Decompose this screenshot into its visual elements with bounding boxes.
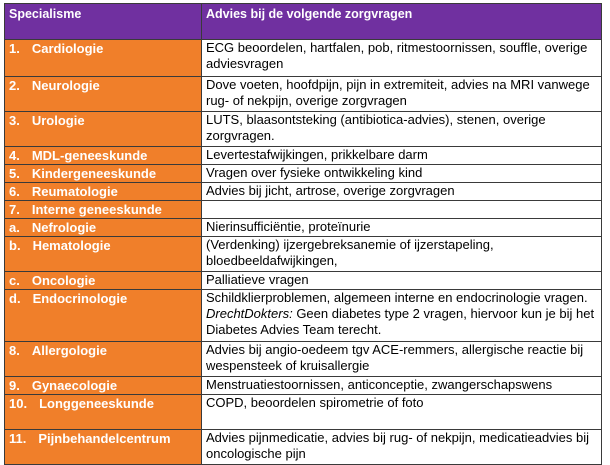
table-row — [5, 147, 602, 165]
table-row — [5, 395, 602, 430]
table-header-row — [5, 4, 602, 40]
specialism-cell: 8. Allergologie — [5, 342, 202, 377]
advice-cell: Menstruatiestoornissen, anticonceptie, zwangerschapswens — [202, 377, 602, 395]
advice-cell: Vragen over fysieke ontwikkeling kind — [202, 165, 602, 183]
advice-cell — [202, 201, 602, 219]
table-row — [5, 165, 602, 183]
advice-cell: Schildklierproblemen, algemeen interne en endocrinologie vragen. DrechtDokters: Geen diabetes type 2 vragen, hiervoor kun je bij het Diabetes Advies Team terecht. — [202, 290, 602, 342]
specialism-cell: b. Hematologie — [5, 237, 202, 272]
advice-cell: Dove voeten, hoofdpijn, pijn in extremiteit, advies na MRI vanwege rug- of nekpijn, overige zorgvragen — [202, 77, 602, 112]
table-row — [5, 430, 602, 465]
table-row — [5, 272, 602, 290]
advice-cell: (Verdenking) ijzergebreksanemie of ijzerstapeling, bloedbeeldafwijkingen, — [202, 237, 602, 272]
drechtdokters-label: DrechtDokters: — [206, 306, 293, 321]
specialism-cell: 6. Reumatologie — [5, 183, 202, 201]
advice-cell: Advies pijnmedicatie, advies bij rug- of nekpijn, medicatieadvies bij oncologische pijn — [202, 430, 602, 465]
advice-cell: Levertestafwijkingen, prikkelbare darm — [202, 147, 602, 165]
specialism-cell: 3. Urologie — [5, 112, 202, 147]
header-specialism: Specialisme — [5, 4, 202, 40]
advice-cell: ECG beoordelen, hartfalen, pob, ritmestoornissen, souffle, overige adviesvragen — [202, 40, 602, 77]
specialism-cell: 10. Longgeneeskunde — [5, 395, 202, 430]
specialism-cell: a. Nefrologie — [5, 219, 202, 237]
specialism-cell: 9. Gynaecologie — [5, 377, 202, 395]
specialism-cell: c. Oncologie — [5, 272, 202, 290]
table-row — [5, 377, 602, 395]
table-row — [5, 112, 602, 147]
table-row — [5, 342, 602, 377]
header-advice: Advies bij de volgende zorgvragen — [202, 4, 602, 40]
advice-cell: COPD, beoordelen spirometrie of foto — [202, 395, 602, 430]
advice-cell: LUTS, blaasontsteking (antibiotica-advies), stenen, overige zorgvragen. — [202, 112, 602, 147]
table-row — [5, 237, 602, 272]
table-row — [5, 40, 602, 77]
table-row — [5, 201, 602, 219]
advice-cell: Advies bij angio-oedeem tgv ACE-remmers, allergische reactie bij wespensteek of kruisallergie — [202, 342, 602, 377]
advice-cell: Palliatieve vragen — [202, 272, 602, 290]
specialism-cell: 1. Cardiologie — [5, 40, 202, 77]
table-row — [5, 77, 602, 112]
specialism-cell: 11. Pijnbehandelcentrum — [5, 430, 202, 465]
specialism-cell: 5. Kindergeneeskunde — [5, 165, 202, 183]
specialism-cell: 4. MDL-geneeskunde — [5, 147, 202, 165]
advice-cell: Nierinsufficiëntie, proteïnurie — [202, 219, 602, 237]
advice-cell: Advies bij jicht, artrose, overige zorgvragen — [202, 183, 602, 201]
specialism-advice-table — [4, 3, 602, 465]
specialism-cell: 2. Neurologie — [5, 77, 202, 112]
specialism-cell: d. Endocrinologie — [5, 290, 202, 342]
table-row — [5, 219, 602, 237]
specialism-cell: 7. Interne geneeskunde — [5, 201, 202, 219]
table-row — [5, 183, 602, 201]
table-row — [5, 290, 602, 342]
